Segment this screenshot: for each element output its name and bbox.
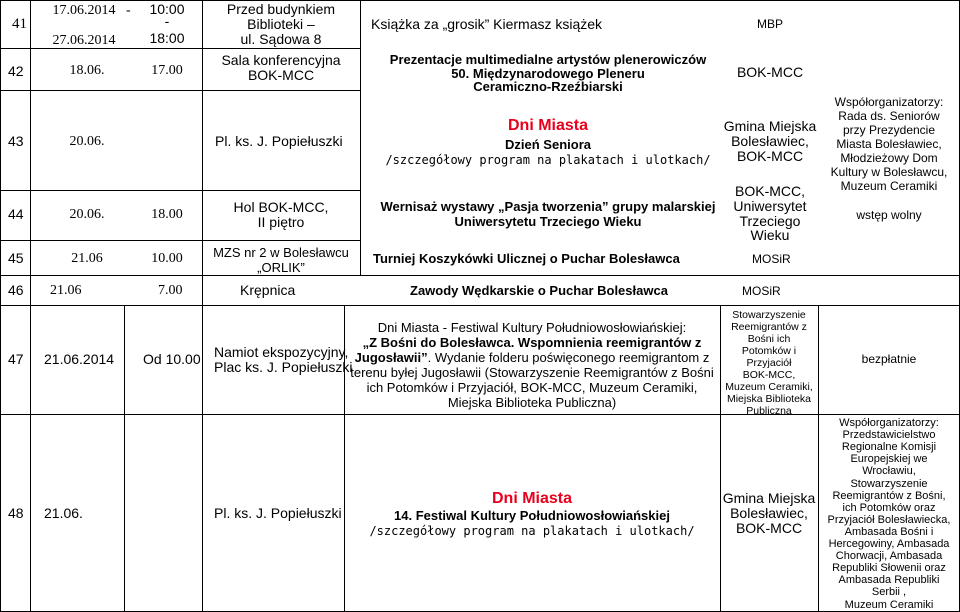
- date: 21.06: [50, 283, 82, 298]
- co-organizer-line: Przedstawicielstwo: [842, 429, 936, 442]
- event-subtitle: Dzień Seniora: [505, 137, 591, 152]
- place-line: Namiot ekspozycyjny,: [214, 344, 349, 360]
- co-organizer-line: Młodzieżowy Dom: [840, 151, 938, 165]
- time-end: 18:00: [149, 30, 185, 46]
- event-title: Turniej Koszykówki Ulicznej o Puchar Bolesławca: [373, 251, 680, 266]
- time: 17.00: [151, 63, 183, 78]
- row-divider: [0, 305, 960, 306]
- event-line: 50. Międzynarodowego Pleneru: [451, 66, 645, 81]
- time: 7.00: [158, 283, 183, 298]
- co-organizer-line: Współorganizatorzy:: [839, 417, 939, 429]
- time: 10.00: [151, 251, 183, 266]
- organizer-line: Stowarzyszenie: [732, 309, 806, 321]
- event-line: Uniwersytetu Trzeciego Wieku: [454, 214, 642, 229]
- row-number: 47: [8, 351, 24, 367]
- place-line: MZS nr 2 w Bolesławcu: [213, 245, 349, 260]
- event-line-bold: Jugosławii”: [354, 350, 428, 365]
- col-divider: [0, 0, 1, 612]
- organizer-line: Bośni ich: [747, 333, 791, 345]
- organizer-line: Gmina Miejska: [722, 490, 816, 506]
- organizer-line: BOK-MCC: [735, 520, 803, 536]
- row-number: 43: [8, 133, 24, 149]
- fee: wstęp wolny: [856, 208, 922, 222]
- row-number: 46: [8, 282, 24, 298]
- date: 20.06.: [69, 134, 105, 149]
- co-organizer-line: Ambasada Republiki: [838, 574, 940, 587]
- place: Krępnica: [240, 282, 296, 298]
- date-start: 17.06.2014: [52, 3, 116, 18]
- place-line: „ORLIK”: [257, 260, 305, 275]
- co-organizer-line: Regionalne Komisji: [841, 441, 937, 454]
- organizer-line: Trzeciego: [739, 213, 801, 229]
- co-organizer-line: Ambasada Bośni i: [844, 525, 934, 538]
- row-number: 41: [12, 16, 27, 32]
- row-number: 42: [8, 63, 24, 79]
- place-line: II piętro: [257, 214, 305, 230]
- event-note: /szczegółowy program na plakatach i ulotkach/: [369, 524, 695, 538]
- place: Pl. ks. J. Popiełuszki: [215, 133, 343, 149]
- organizer-line: Publiczna: [746, 405, 792, 417]
- fee: bezpłatnie: [861, 352, 917, 366]
- place-line: Sala konferencyjna: [221, 52, 341, 68]
- organizer-line: Uniwersytet: [733, 198, 807, 214]
- organizer-line: Wieku: [750, 227, 790, 243]
- co-organizer-line: Europejskiej we: [850, 453, 928, 466]
- event-line: Ceramiczno-Rzeźbiarski: [473, 79, 623, 94]
- organizer: MBP: [757, 17, 784, 31]
- event-title: Książka za „grosik” Kiermasz książek: [371, 16, 603, 32]
- col-divider: [360, 0, 361, 275]
- organizer-line: Muzeum Ceramiki,: [725, 381, 813, 393]
- organizer-line: Przyjaciół: [746, 357, 792, 369]
- event-line: „Z Bośni do Bolesławca. Wspomnienia reemigrantów z: [362, 335, 702, 350]
- organizer: MOSiR: [752, 252, 791, 266]
- organizer-line: Potomków i: [741, 345, 797, 357]
- event-line: Miejska Biblioteka Publiczna): [447, 395, 617, 410]
- organizer: BOK-MCC: [736, 64, 804, 80]
- date: 21.06: [71, 251, 103, 266]
- table-border-top: [0, 0, 960, 1]
- organizer-line: Bolesławiec,: [730, 505, 808, 521]
- organizer-line: BOK-MCC,: [735, 183, 805, 199]
- co-organizer-line: przy Prezydencie: [842, 123, 936, 137]
- place-line: BOK-MCC: [247, 67, 315, 83]
- co-organizer-line: Republiki Słowenii oraz: [832, 562, 946, 575]
- organizer-line: BOK-MCC: [736, 148, 804, 164]
- date-end: 27.06.2014: [52, 33, 116, 48]
- row-number: 45: [8, 250, 24, 266]
- co-organizer-line: Kultury w Bolesławcu,: [830, 165, 948, 179]
- place-line: Plac ks. J. Popiełuszki: [214, 359, 353, 375]
- organizer: MOSiR: [742, 284, 781, 298]
- event-line: [346, 350, 718, 365]
- organizer-line: Bolesławiec,: [731, 133, 809, 149]
- event-line-rest: . Wydanie folderu poświęconego reemigrantom z: [427, 350, 710, 365]
- date: 20.06.: [69, 207, 105, 222]
- place-line: Hol BOK-MCC,: [233, 199, 329, 215]
- co-organizer-line: Rada ds. Seniorów: [838, 109, 940, 123]
- row-divider: [0, 240, 360, 241]
- row-number: 44: [8, 206, 24, 222]
- place-line: Biblioteki –: [247, 16, 315, 32]
- co-organizer-line: Muzeum Ceramiki: [844, 598, 934, 611]
- co-organizer-line: Reemigrantów z Bośni,: [832, 489, 946, 502]
- co-organizer-line: Miasta Bolesławiec,: [836, 137, 942, 151]
- event-title: Dni Miasta: [507, 117, 588, 134]
- co-organizer-line: Współorganizatorzy:: [834, 95, 944, 109]
- col-divider: [30, 0, 31, 612]
- event-line: terenu byłej Jugosławii (Stowarzyszenie Reemigrantów z Bośni: [350, 365, 714, 380]
- co-organizer-line: Serbii ,: [871, 586, 907, 599]
- co-organizer-line: Przyjaciół Bolesławiecka,: [827, 513, 951, 526]
- row-divider: [0, 90, 360, 91]
- col-divider: [124, 305, 125, 612]
- time-start: 10:00: [149, 1, 185, 17]
- event-title: Zawody Wędkarskie o Puchar Bolesławca: [410, 283, 668, 298]
- row-divider: [0, 48, 360, 49]
- organizer-line: Miejska Biblioteka: [726, 393, 812, 405]
- organizer-line: Gmina Miejska: [723, 118, 817, 134]
- co-organizer-line: Wrocławiu,: [862, 465, 916, 478]
- event-subtitle: 14. Festiwal Kultury Południowosłowiańskiej: [394, 508, 670, 523]
- date: 18.06.: [69, 63, 105, 78]
- event-line: ich Potomków i Przyjaciół, BOK-MCC, Muzeum Ceramiki,: [366, 380, 698, 395]
- row-divider: [0, 275, 960, 276]
- time: 18.00: [151, 207, 183, 222]
- organizer-line: Reemigrantów z: [731, 321, 807, 333]
- event-line: Prezentacje multimedialne artystów plenerowiczów: [389, 52, 707, 67]
- date: 21.06.: [44, 505, 83, 521]
- co-organizer-line: Chorwacji, Ambasada: [835, 550, 943, 563]
- date-dash: -: [126, 3, 131, 18]
- date: 21.06.2014: [44, 351, 115, 367]
- event-line: Dni Miasta - Festiwal Kultury Południowosłowiańskiej:: [377, 320, 687, 335]
- place-line: ul. Sądowa 8: [240, 31, 322, 47]
- event-title: Dni Miasta: [491, 490, 572, 507]
- event-line: Wernisaż wystawy „Pasja tworzenia” grupy malarskiej: [380, 199, 716, 214]
- row-number: 48: [8, 505, 24, 521]
- time: Od 10.00: [143, 351, 201, 367]
- co-organizer-line: Muzeum Ceramiki: [840, 179, 938, 193]
- col-divider: [818, 305, 819, 612]
- col-divider: [202, 0, 203, 612]
- co-organizer-line: ich Potomków oraz: [842, 501, 936, 514]
- place: Pl. ks. J. Popiełuszki: [214, 505, 342, 521]
- organizer-line: BOK-MCC,: [742, 369, 796, 381]
- time-dash: -: [164, 13, 170, 29]
- event-note: /szczegółowy program na plakatach i ulotkach/: [385, 153, 711, 167]
- co-organizer-line: Stowarzyszenie: [850, 477, 928, 490]
- co-organizer-line: Hercegowiny, Ambasada: [828, 538, 950, 550]
- place-line: Przed budynkiem: [226, 1, 336, 17]
- row-divider: [0, 190, 360, 191]
